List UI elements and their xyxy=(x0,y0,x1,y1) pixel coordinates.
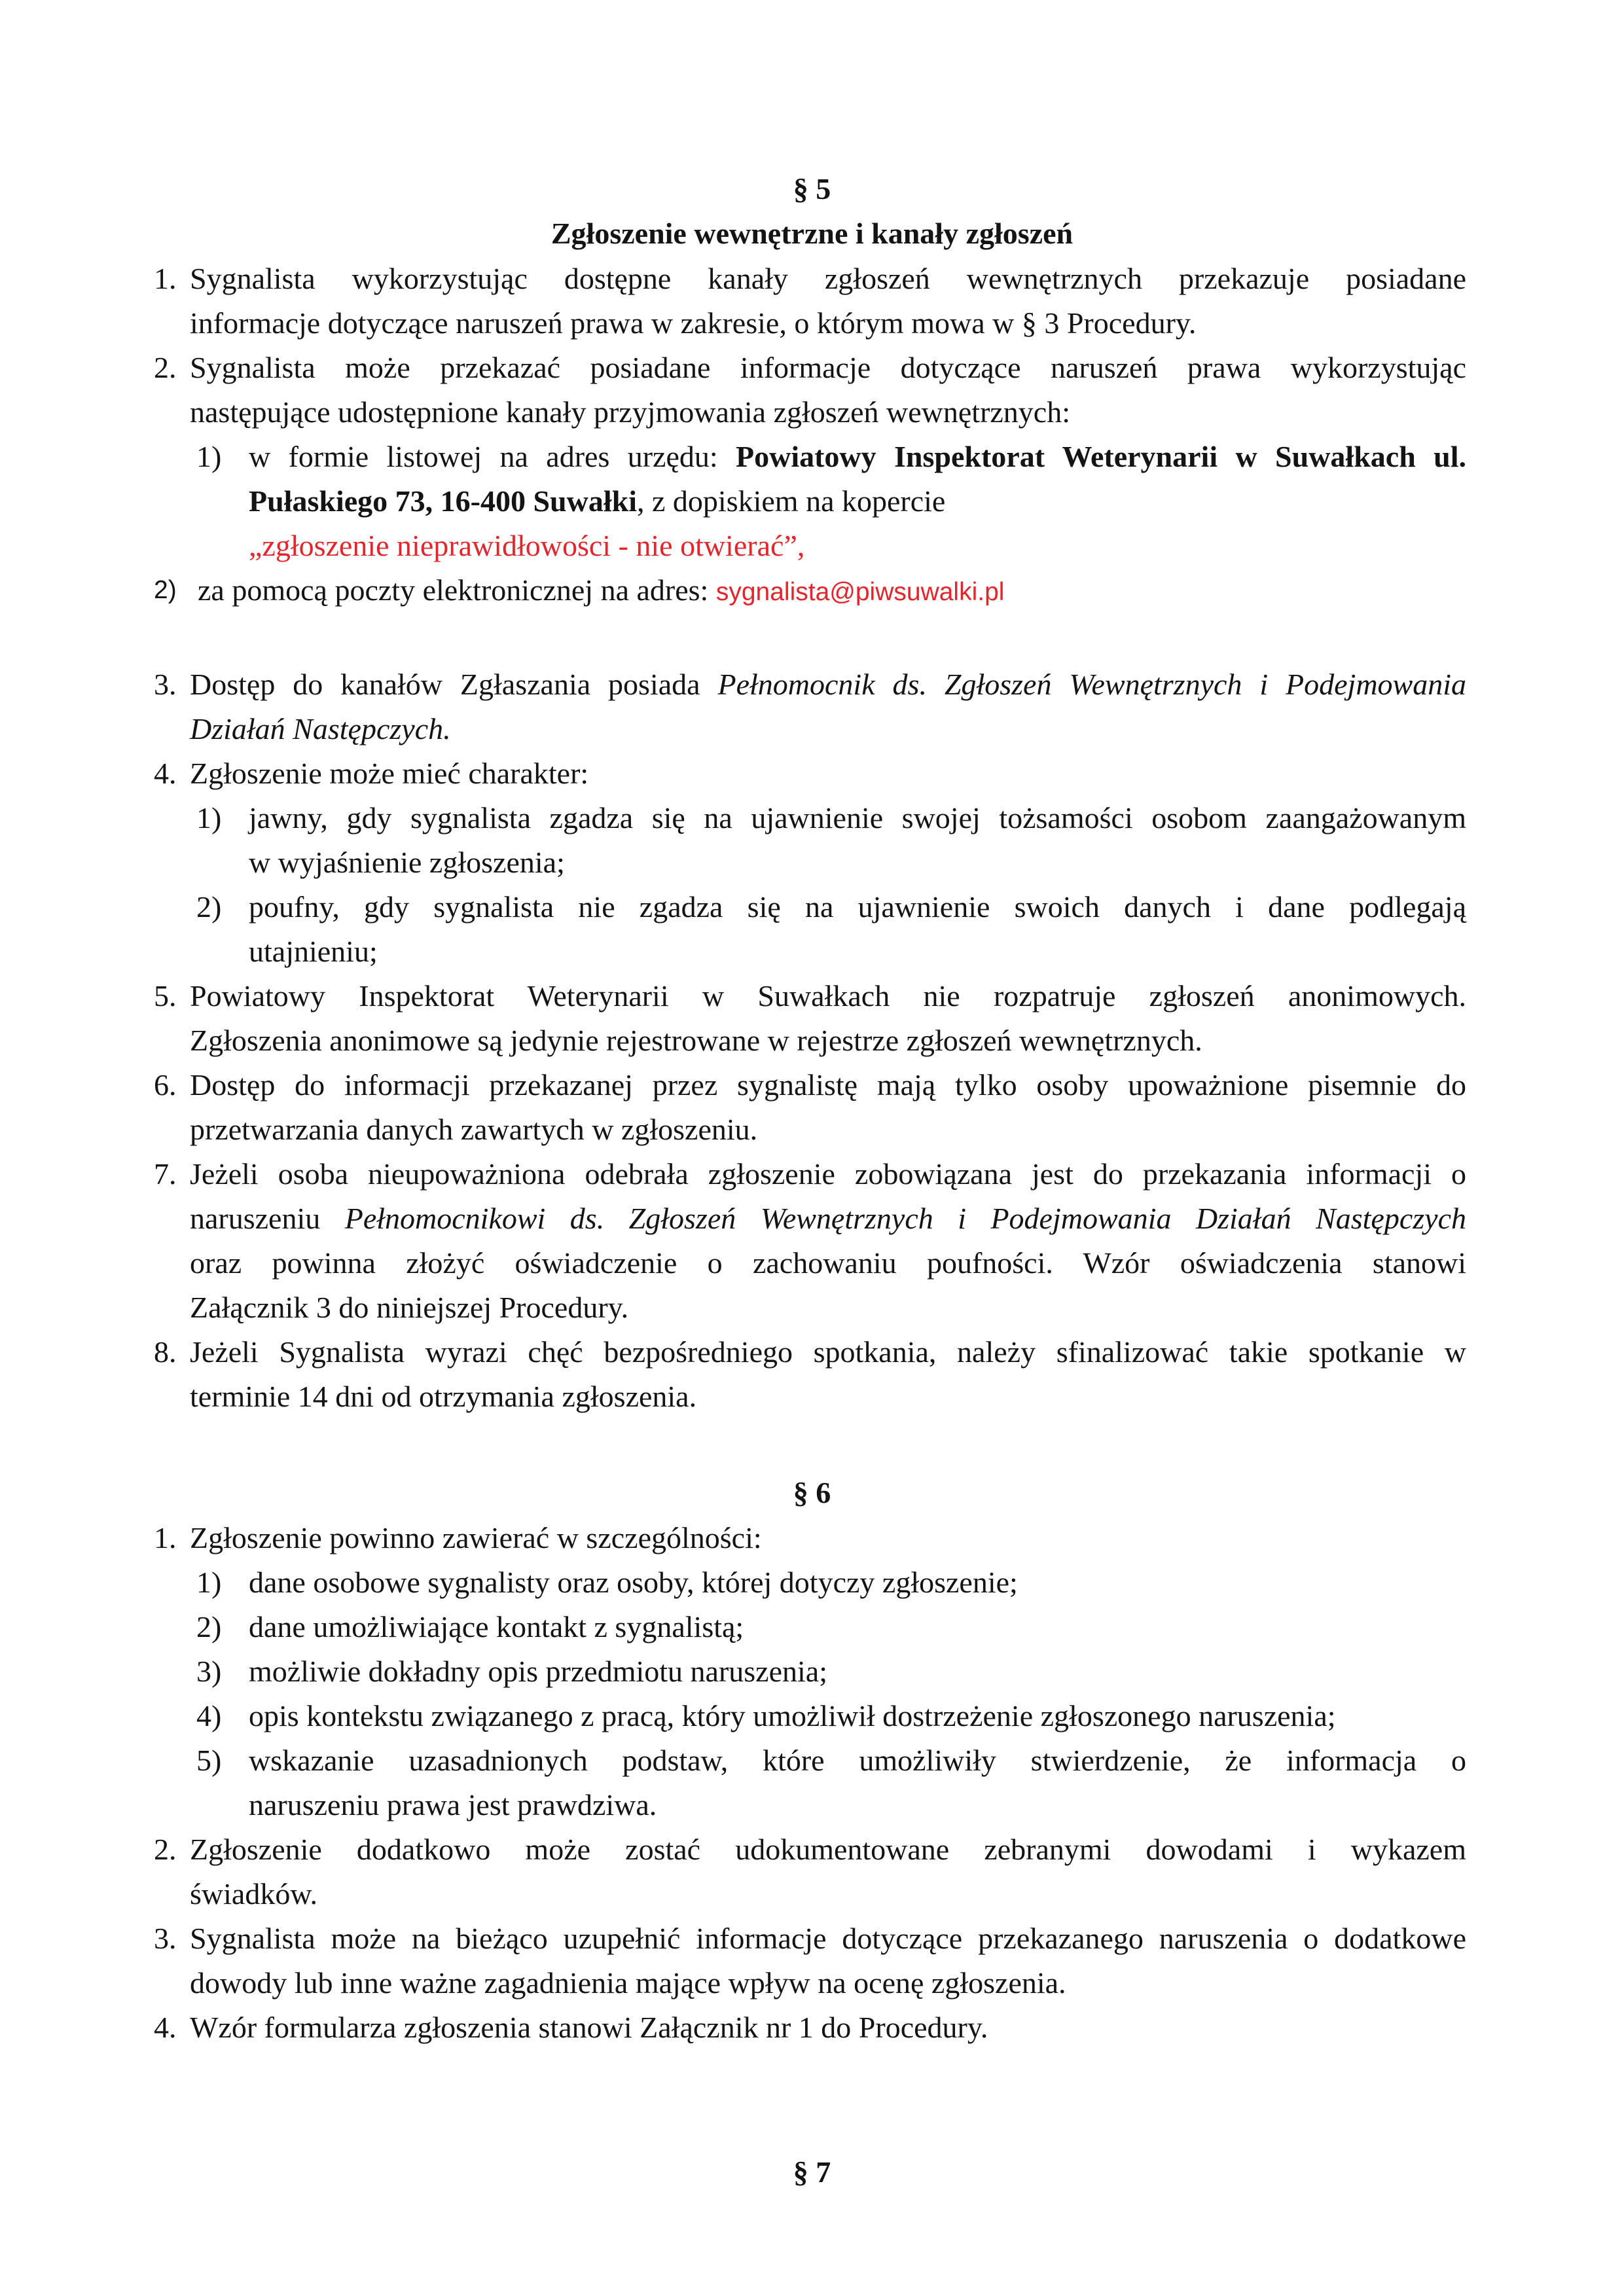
s6-p1-item4-text: opis kontekstu związanego z pracą, który umożliwił dostrzeżenie zgłoszonego naruszenia; xyxy=(249,1699,1336,1732)
s5-p2-item1-line2 xyxy=(249,482,945,521)
s5-p4-item2-number: 2) xyxy=(196,890,222,924)
s6-p1-item1-text: dane osobowe sygnalisty oraz osoby, której dotyczy zgłoszenie; xyxy=(249,1566,1018,1599)
s5-p5-number: 5. xyxy=(154,979,177,1013)
s5-p2-item1-line1 xyxy=(249,437,1466,476)
s5-p2-number: 2. xyxy=(154,351,177,384)
s6-p2-number: 2. xyxy=(154,1833,177,1866)
s5-p8-line2: terminie 14 dni od otrzymania zgłoszenia. xyxy=(190,1380,697,1413)
s6-p1-item1-number: 1) xyxy=(196,1566,222,1599)
s5-p4-item2-line2: utajnieniu; xyxy=(249,935,378,968)
s5-p7-line2 xyxy=(190,1199,1466,1238)
s5-p4-number: 4. xyxy=(154,757,177,790)
s6-p1-item2-text: dane umożliwiające kontakt z sygnalistą; xyxy=(249,1610,744,1643)
email-label: za pomocą poczty elektronicznej na adres: xyxy=(198,573,716,607)
s5-p6-line1: Dostęp do informacji przekazanej przez sygnalistę mają tylko osoby upoważnione pisemnie do xyxy=(190,1068,1466,1102)
s6-p1-item5-line2: naruszeniu prawa jest prawdziwa. xyxy=(249,1788,657,1821)
s6-p3-number: 3. xyxy=(154,1922,177,1955)
s6-p2-line1: Zgłoszenie dodatkowo może zostać udokumentowane zebranymi dowodami i wykazem xyxy=(190,1833,1466,1866)
s5-p8-line1: Jeżeli Sygnalista wyrazi chęć bezpośredniego spotkania, należy sfinalizować takie spotkanie w xyxy=(190,1335,1466,1369)
section-5-subtitle: Zgłoszenie wewnętrzne i kanały zgłoszeń xyxy=(550,217,1074,250)
postal-address-street: Pułaskiego 73, 16-400 Suwałki xyxy=(249,484,637,518)
s5-p3-italic: Pełnomocnik ds. Zgłoszeń Wewnętrznych i Podejmowania xyxy=(717,668,1466,701)
s5-p2-item1-number: 1) xyxy=(196,440,222,473)
s5-p3-line1 xyxy=(190,665,1466,704)
s5-p3-line2 xyxy=(190,709,451,749)
s5-p6-line2: przetwarzania danych zawartych w zgłoszeniu. xyxy=(190,1113,758,1146)
s6-p1-item2-number: 2) xyxy=(196,1610,222,1643)
s6-p4-line1: Wzór formularza zgłoszenia stanowi Załącznik nr 1 do Procedury. xyxy=(190,2011,988,2044)
s5-p4-item1-number: 1) xyxy=(196,801,222,834)
s6-p1-number: 1. xyxy=(154,1521,177,1554)
s5-p3-text: Dostęp do kanałów Zgłaszania posiada xyxy=(190,668,718,701)
s5-p1-line1: Sygnalista wykorzystując dostępne kanały zgłoszeń wewnętrznych przekazuje posiadane xyxy=(190,262,1466,295)
s5-p2-line2: następujące udostępnione kanały przyjmowania zgłoszeń wewnętrznych: xyxy=(190,395,1071,429)
s6-p1-item5-line1: wskazanie uzasadnionych podstaw, które umożliwiły stwierdzenie, że informacja o xyxy=(249,1744,1466,1777)
s5-p5-line1: Powiatowy Inspektorat Weterynarii w Suwałkach nie rozpatruje zgłoszeń anonimowych. xyxy=(190,979,1466,1013)
s5-p1-number: 1. xyxy=(154,262,177,295)
s6-p3-line1: Sygnalista może na bieżąco uzupełnić informacje dotyczące przekazanego naruszenia o dodatkowe xyxy=(190,1922,1466,1955)
s5-p4-item2-line1: poufny, gdy sygnalista nie zgadza się na ujawnienie swoich danych i dane podlegają xyxy=(249,890,1466,924)
s6-p1-item3-text: możliwie dokładny opis przedmiotu naruszenia; xyxy=(249,1655,827,1688)
s6-p1-item5-number: 5) xyxy=(196,1744,222,1777)
s6-p2-line2: świadków. xyxy=(190,1877,318,1910)
s5-p7-text: naruszeniu xyxy=(190,1202,345,1235)
email-address-link[interactable]: sygnalista@piwsuwalki.pl xyxy=(715,578,1005,606)
s5-p2-item2-line xyxy=(198,571,1004,612)
envelope-annotation: „zgłoszenie nieprawidłowości - nie otwierać”, xyxy=(249,529,805,562)
s5-p4-item1-line1: jawny, gdy sygnalista zgadza się na ujawnienie swojej tożsamości osobom zaangażowanym xyxy=(249,801,1466,834)
s5-p5-line2: Zgłoszenia anonimowe są jedynie rejestrowane w rejestrze zgłoszeń wewnętrznych. xyxy=(190,1024,1202,1057)
s5-p1-line2: informacje dotyczące naruszeń prawa w zakresie, o którym mowa w § 3 Procedury. xyxy=(190,306,1197,340)
s6-p1-item4-number: 4) xyxy=(196,1699,222,1732)
s5-p7-number: 7. xyxy=(154,1157,177,1191)
postal-note: , z dopiskiem na kopercie xyxy=(637,484,946,518)
s6-p3-line2: dowody lub inne ważne zagadnienia mające wpływ na ocenę zgłoszenia. xyxy=(190,1966,1066,2000)
s5-p2-item2-number: 2) xyxy=(154,576,177,604)
s5-p6-number: 6. xyxy=(154,1068,177,1102)
s5-p7-italic: Pełnomocnikowi ds. Zgłoszeń Wewnętrznych i Podejmowania Działań Następczych xyxy=(344,1202,1466,1235)
s5-p4-item1-line2: w wyjaśnienie zgłoszenia; xyxy=(249,846,565,879)
s5-p3-italic2: Działań Następczych. xyxy=(190,712,451,745)
s5-p4-line1: Zgłoszenie może mieć charakter: xyxy=(190,757,589,790)
section-5-title: § 5 xyxy=(793,172,831,206)
s6-p1-item3-number: 3) xyxy=(196,1655,222,1688)
section-7-title: § 7 xyxy=(793,2155,831,2189)
postal-text: w formie listowej na adres urzędu: xyxy=(249,440,736,473)
s5-p7-line3: oraz powinna złożyć oświadczenie o zachowaniu poufności. Wzór oświadczenia stanowi xyxy=(190,1246,1466,1280)
s6-p4-number: 4. xyxy=(154,2011,177,2044)
s6-p1-line1: Zgłoszenie powinno zawierać w szczególności: xyxy=(190,1521,762,1554)
s5-p7-line1: Jeżeli osoba nieupoważniona odebrała zgłoszenie zobowiązana jest do przekazania informacji o xyxy=(190,1157,1466,1191)
s5-p8-number: 8. xyxy=(154,1335,177,1369)
s5-p2-line1: Sygnalista może przekazać posiadane informacje dotyczące naruszeń prawa wykorzystując xyxy=(190,351,1466,384)
s5-p3-number: 3. xyxy=(154,668,177,701)
s5-p7-line4: Załącznik 3 do niniejszej Procedury. xyxy=(190,1291,629,1324)
section-6-title: § 6 xyxy=(793,1476,831,1509)
postal-address-bold: Powiatowy Inspektorat Weterynarii w Suwałkach ul. xyxy=(736,440,1466,473)
